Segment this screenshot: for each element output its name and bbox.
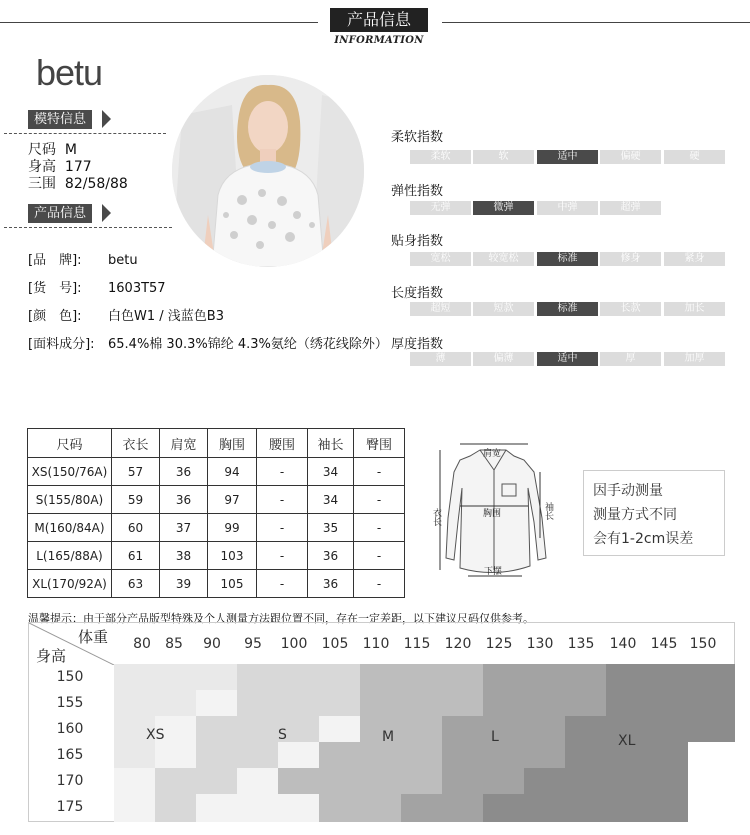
cell: 34 [308, 458, 354, 486]
model-height: 身高 177 [28, 159, 92, 175]
cell: 36 [308, 542, 354, 570]
model-bwh: 三围 82/58/88 [28, 176, 128, 192]
elasticity-option-selected: 微弹 [473, 201, 534, 215]
section-title: 产品信息 [330, 8, 428, 32]
softness-option: 硬 [664, 150, 725, 164]
cell: 57 [112, 458, 160, 486]
cell: 94 [208, 458, 257, 486]
weight-value: 80 [133, 636, 151, 652]
product-info-tag: 产品信息 [28, 204, 92, 223]
product-sku-row: [货 号]: 1603T57 [28, 281, 166, 296]
col-header: 尺码 [28, 429, 112, 458]
cell: - [354, 514, 405, 542]
diagram-length-label: 衣长 [431, 508, 441, 526]
measurement-note [583, 470, 725, 556]
header-line-right [442, 22, 750, 23]
elasticity-option: 超弹 [600, 201, 661, 215]
corner-weight-label: 体重 [78, 628, 109, 646]
cell: 35 [308, 514, 354, 542]
product-color-row: [颜 色]: 白色W1 / 浅蓝色B3 [28, 309, 224, 324]
size-table-header [28, 429, 405, 458]
zone-label-l: L [491, 729, 499, 745]
length-option: 超短 [410, 302, 471, 316]
model-size: 尺码 M [28, 142, 77, 158]
header-line-left [0, 22, 318, 23]
cell: - [257, 514, 308, 542]
length-option: 短款 [473, 302, 534, 316]
softness-option: 偏硬 [600, 150, 661, 164]
cell: - [257, 570, 308, 598]
fit-option: 宽松 [410, 252, 471, 266]
cell: S(155/80A) [28, 486, 112, 514]
diagram-hem-label: 下摆 [484, 567, 503, 577]
col-header: 衣长 [112, 429, 160, 458]
note-line: 会有1-2cm误差 [593, 531, 694, 547]
col-header: 袖长 [308, 429, 354, 458]
cell: - [354, 542, 405, 570]
diagram-chest-label: 胸围 [483, 509, 502, 519]
length-index-label: 长度指数 [391, 286, 444, 301]
cell: - [354, 486, 405, 514]
cell: - [257, 542, 308, 570]
length-option-selected: 标准 [537, 302, 598, 316]
note-line: 测量方式不同 [593, 507, 677, 523]
cell: 37 [160, 514, 208, 542]
product-tag-arrow-icon [102, 204, 111, 222]
section-subtitle: INFORMATION [334, 35, 424, 46]
fit-option: 较宽松 [473, 252, 534, 266]
softness-option: 柔软 [410, 150, 471, 164]
fit-option: 紧身 [664, 252, 725, 266]
height-value: 160 [56, 721, 84, 737]
height-value: 155 [56, 695, 84, 711]
cell: 36 [160, 486, 208, 514]
cell: 34 [308, 486, 354, 514]
product-fabric-row: [面料成分]: 65.4%棉 30.3%锦纶 4.3%氨纶（绣花线除外） [28, 337, 388, 352]
cell: 63 [112, 570, 160, 598]
size-tip: 温馨提示：由于部分产品版型特殊及个人测量方法跟位置不同，存在一定差距，以下建议尺码仅供参考。 [28, 612, 534, 625]
cell: 103 [208, 542, 257, 570]
cell: - [354, 570, 405, 598]
model-divider [4, 133, 166, 134]
brand-logo: betu [36, 52, 103, 93]
thickness-option-selected: 适中 [537, 352, 598, 366]
weight-value: 125 [485, 636, 513, 652]
weight-value: 150 [689, 636, 717, 652]
zone-label-m: M [382, 729, 395, 745]
height-value: 170 [56, 773, 84, 789]
height-value: 150 [56, 669, 84, 685]
softness-index-label: 柔软指数 [391, 130, 444, 145]
measurement-diagram [430, 438, 560, 588]
note-line: 因手动测量 [593, 483, 663, 499]
softness-option: 软 [473, 150, 534, 164]
zone-label-xl: XL [618, 733, 636, 749]
diagram-shoulder-label: 肩宽 [483, 449, 502, 459]
cell: - [257, 486, 308, 514]
weight-value: 85 [165, 636, 183, 652]
table-row [28, 458, 405, 486]
cell: - [354, 458, 405, 486]
elasticity-index-label: 弹性指数 [391, 184, 444, 199]
height-value: 165 [56, 747, 84, 763]
model-photo [172, 75, 364, 267]
fit-option-selected: 标准 [537, 252, 598, 266]
size-zone-shading [114, 664, 735, 822]
cell: 97 [208, 486, 257, 514]
elasticity-option: 中弹 [537, 201, 598, 215]
zone-label-s: S [278, 727, 287, 743]
col-header: 肩宽 [160, 429, 208, 458]
weight-value: 100 [280, 636, 308, 652]
thickness-option: 薄 [410, 352, 471, 366]
zone-label-xs: XS [146, 727, 165, 743]
weight-value: 120 [444, 636, 472, 652]
table-row [28, 570, 405, 598]
cell: 60 [112, 514, 160, 542]
thickness-option: 加厚 [664, 352, 725, 366]
thickness-index-label: 厚度指数 [391, 337, 444, 352]
cell: 59 [112, 486, 160, 514]
weight-value: 140 [609, 636, 637, 652]
weight-value: 130 [526, 636, 554, 652]
cell: 39 [160, 570, 208, 598]
cell: 105 [208, 570, 257, 598]
product-divider [4, 227, 172, 228]
length-option: 长款 [600, 302, 661, 316]
model-tag-arrow-icon [102, 110, 111, 128]
fit-option: 修身 [600, 252, 661, 266]
table-row [28, 486, 405, 514]
length-option: 加长 [664, 302, 725, 316]
cell: XS(150/76A) [28, 458, 112, 486]
cell: 61 [112, 542, 160, 570]
weight-value: 90 [203, 636, 221, 652]
model-info-tag: 模特信息 [28, 110, 92, 129]
cell: 36 [308, 570, 354, 598]
cell: 99 [208, 514, 257, 542]
softness-option-selected: 适中 [537, 150, 598, 164]
thickness-option: 偏薄 [473, 352, 534, 366]
weight-value: 105 [321, 636, 349, 652]
table-row [28, 542, 405, 570]
height-value: 175 [56, 799, 84, 815]
weight-value: 115 [403, 636, 431, 652]
weight-value: 145 [650, 636, 678, 652]
col-header: 胸围 [208, 429, 257, 458]
corner-height-label: 身高 [36, 647, 67, 665]
cell: M(160/84A) [28, 514, 112, 542]
weight-value: 110 [362, 636, 390, 652]
fit-index-label: 贴身指数 [391, 234, 444, 249]
col-header: 臀围 [354, 429, 405, 458]
cell: L(165/88A) [28, 542, 112, 570]
weight-value: 95 [244, 636, 262, 652]
cell: XL(170/92A) [28, 570, 112, 598]
cell: 38 [160, 542, 208, 570]
weight-value: 135 [567, 636, 595, 652]
size-table [27, 428, 405, 598]
col-header: 腰围 [257, 429, 308, 458]
cell: - [257, 458, 308, 486]
cell: 36 [160, 458, 208, 486]
table-row [28, 514, 405, 542]
elasticity-option: 无弹 [410, 201, 471, 215]
product-brand-row: [品 牌]: betu [28, 253, 138, 268]
diagram-sleeve-label: 袖长 [543, 502, 553, 520]
thickness-option: 厚 [600, 352, 661, 366]
